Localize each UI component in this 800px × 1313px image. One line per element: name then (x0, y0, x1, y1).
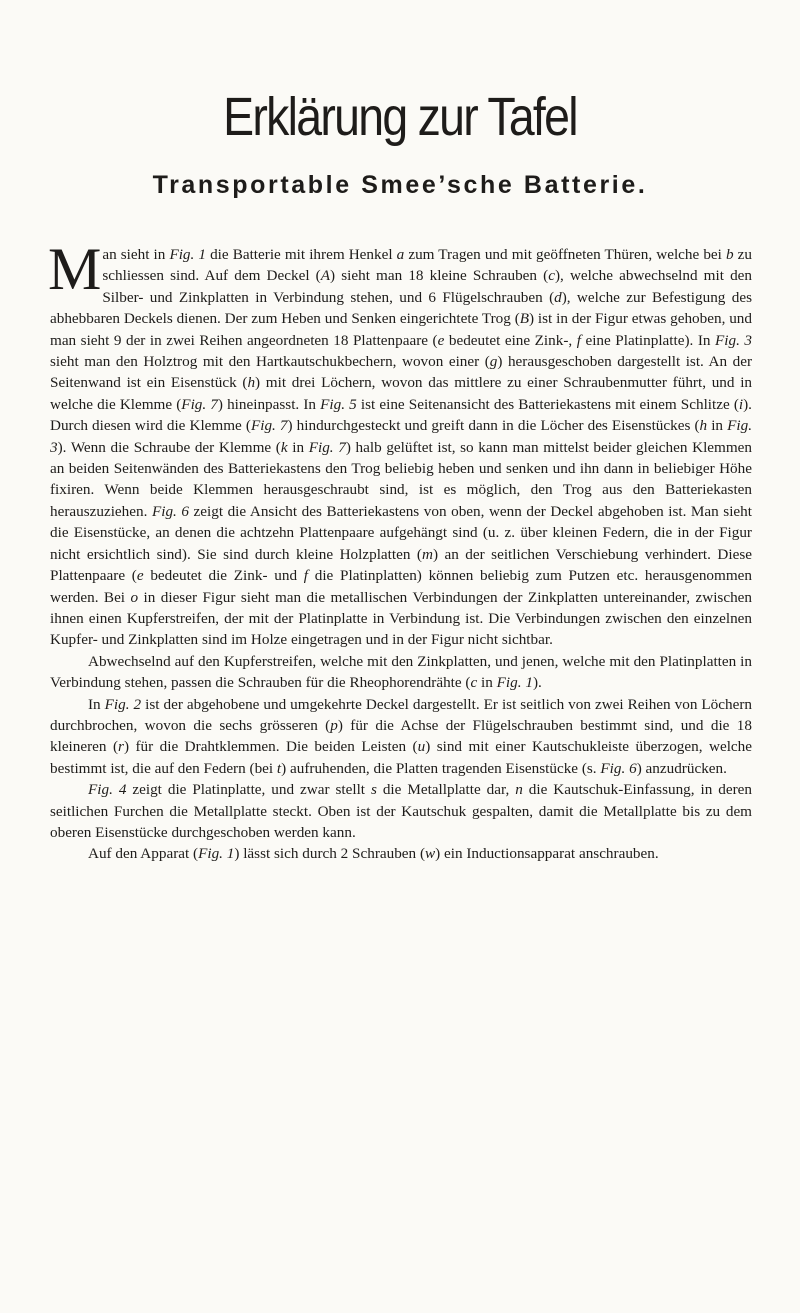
italic-ref: Fig. 1 (169, 246, 206, 263)
italic-ref: s (370, 781, 377, 799)
italic-ref: e (136, 567, 144, 585)
italic-ref: Fig. 6 (151, 502, 189, 520)
italic-ref: Fig. 3 (50, 417, 753, 456)
italic-ref: c (548, 267, 555, 285)
italic-ref: Fig. 7 (308, 438, 346, 456)
italic-ref: e (437, 331, 445, 349)
italic-ref: w (425, 845, 436, 863)
italic-ref: Fig. 7 (250, 417, 288, 435)
italic-ref: f (303, 567, 309, 585)
italic-ref: n (515, 781, 523, 799)
italic-ref: Fig. 1 (496, 674, 533, 692)
italic-ref: Fig. 1 (198, 845, 235, 863)
paragraph: In Fig. 2 ist der abgehobene und umgekehrte Deckel dargestellt. Er ist seitlich von zwei Reihen von Löchern durchbrochen, wovon die sechs grösseren (p) für die Achse der Flügelschrauben bestimmt sind, und die 18 kleineren (r) für die Drahtklemmen. Die beiden Leisten (u) sind mit einer Kautschukleiste überzogen, welche bestimmt ist, die auf den Federn (bei t) aufruhenden, die Platten tragenden Eisenstücke (s. Fig. 6) anzudrücken. (50, 695, 753, 777)
italic-ref: o (130, 588, 139, 606)
italic-ref: h (699, 417, 708, 435)
paragraph: Abwechselnd auf den Kupferstreifen, welche mit den Zinkplatten, und jenen, welche mit den Platinplatten in Verbindung stehen, passen die Schrauben für die Rheophorendrähte (c in Fig. 1). (50, 652, 752, 692)
italic-ref: Fig. 3 (715, 331, 752, 349)
italic-ref: p (330, 716, 338, 734)
italic-ref: Fig. 7 (181, 395, 218, 413)
italic-ref: A (320, 267, 331, 285)
italic-ref: i (738, 395, 744, 413)
italic-ref: f (576, 331, 581, 349)
italic-ref: Fig. 2 (104, 695, 142, 713)
italic-ref: g (489, 353, 498, 371)
drop-cap: M (48, 236, 102, 302)
italic-ref: Fig. 6 (600, 759, 637, 777)
italic-ref: B (519, 310, 530, 328)
page-title: Erklärung zur Tafel (223, 87, 577, 147)
page-subtitle: Transportable Smee’sche Batterie. (152, 171, 648, 199)
paragraph: Fig. 4 zeigt die Platinplatte, und zwar stellt s die Metallplatte dar, n die Kautschuk-Einfassung, in deren seitlichen Furchen die Metallplatte steckt. Oben ist der Kautschuk gespalten, damit die Metallplatte bis zu dem oberen Eisenstücke durchgeschoben werden kann. (50, 781, 753, 841)
paragraph: Auf den Apparat (Fig. 1) lässt sich durch 2 Schrauben (w) ein Inductionsapparat anschrauben. (88, 845, 659, 863)
italic-ref: h (247, 374, 256, 392)
italic-ref: k (280, 438, 288, 456)
italic-ref: r (118, 738, 124, 756)
italic-ref: Fig. 5 (320, 395, 357, 413)
italic-ref: a (396, 246, 405, 263)
italic-ref: Fig. 4 (88, 781, 127, 799)
italic-ref: u (417, 738, 426, 756)
paragraph: Man sieht in Fig. 1 die Batterie mit ihrem Henkel a zum Tragen und mit geöffneten Thüren, welche bei b zu schliessen sind. Auf dem Deckel (A) sieht man 18 kleine Schrauben (c), welche abwechselnd mit den Silber- und Zinkplatten in Verbindung stehen, und 6 Flügelschrauben (d), welche zur Befestigung des abhebbaren Deckels dienen. Der zum Heben und Senken eingerichtete Trog (B) ist in der Figur etwas gehoben, und man sieht 9 der in zwei Reihen angeordneten 18 Plattenpaare (e bedeutet eine Zink-, f eine Platinplatte). In Fig. 3 sieht man den Holztrog mit den Hartkautschukbechern, wovon einer (g) herausgeschoben dargestellt ist. An der Seitenwand ist ein Eisenstück (h) mit drei Löchern, wovon das mittlere zu einer Schraubenmutter führt, und in welche die Klemme (Fig. 7) hineinpasst. In Fig. 5 ist eine Seitenansicht des Batteriekastens mit einem Schlitze (i). Durch diesen wird die Klemme (Fig. 7) hindurchgesteckt und greift dann in die Löcher des Eisenstückes (h in Fig. 3). Wenn die Schraube der Klemme (k in Fig. 7) halb gelüftet ist, so kann man mittelst beider gleichen Klemmen an beiden Seitenwänden des Batteriekastens den Trog beliebig heben und senken und ihn dann in beliebiger Höhe fixiren. Wenn beide Klemmen herausgeschraubt sind, ist es möglich, den Trog aus den Batteriekasten herauszuziehen. Fig. 6 zeigt die Ansicht des Batteriekastens von oben, wenn der Deckel abgehoben ist. Man sieht die Eisenstücke, an denen die achtzehn Plattenpaare aufgehängt sind (u. z. über kleinen Federn, die in der Figur nicht ersichtlich sind). Sie sind durch kleine Holzplatten (m) an der seitlichen Verschiebung verhindert. Diese Plattenpaare (e bedeutet die Zink- und f die Platinplatten) können beliebig zum Putzen etc. herausgenommen werden. Bei o in dieser Figur sieht man die metallischen Verbindungen der Zinkplatten untereinander, zwischen ihnen einen Kupferstreifen, der mit der Platinplatte in Verbindung ist. Die Verbindungen zwischen den einzelnen Kupfer- und Zinkplatten sind im Holze eingetragen und in der Figur nicht sichtbar. (48, 236, 753, 649)
italic-ref: t (276, 759, 282, 777)
body-text (48, 236, 753, 865)
italic-ref: c (470, 674, 478, 692)
italic-ref: d (554, 288, 562, 306)
italic-ref: m (421, 545, 433, 563)
italic-ref: b (725, 246, 734, 263)
